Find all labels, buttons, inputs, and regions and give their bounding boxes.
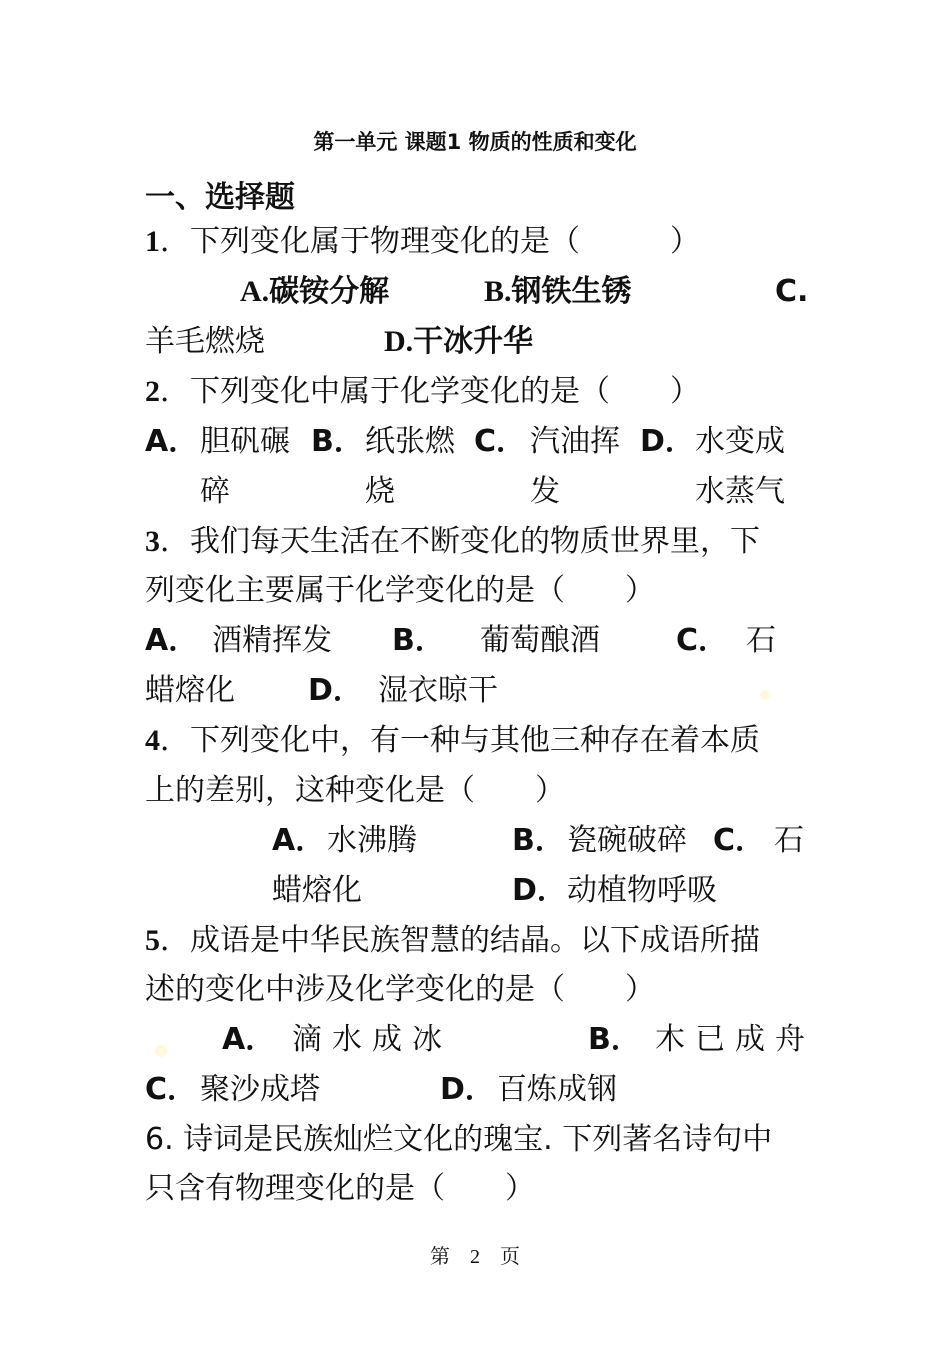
- q5-option-a-letter: A．: [222, 1022, 276, 1057]
- question-6-stem: 6. 诗词是民族灿烂文化的瑰宝. 下列著名诗句中: [145, 1122, 773, 1157]
- question-6-stem-cont: 只含有物理变化的是（ ）: [145, 1171, 535, 1206]
- q1-option-c-letter: C.: [775, 274, 809, 309]
- page-title: 第一单元 课题1 物质的性质和变化: [313, 130, 637, 154]
- q4-option-c-text: 石: [774, 823, 804, 858]
- question-text: ．下列变化中，有一种与其他三种存在着本质: [160, 723, 760, 758]
- q2-option-a-letter: A．: [145, 424, 199, 459]
- q1-option-a: A.碳铵分解: [240, 275, 390, 308]
- q2-option-a-text: 胆矾碾: [200, 424, 290, 459]
- q2-option-c-text-cont: 发: [530, 474, 560, 509]
- question-text: ．成语是中华民族智慧的结晶。以下成语所描: [160, 923, 760, 958]
- q3-option-b-text: 葡萄酿酒: [480, 623, 600, 658]
- q4-option-b-letter: B．: [512, 823, 565, 858]
- background-speck: [155, 1045, 167, 1057]
- question-number: 2: [145, 375, 160, 408]
- q3-option-c-letter: C．: [676, 623, 729, 658]
- section-heading: 一、选择题: [145, 180, 295, 215]
- q2-option-d-text: 水变成: [695, 424, 785, 459]
- q5-option-a-text: 滴水成冰: [292, 1022, 452, 1057]
- q5-option-d-letter: D．: [440, 1072, 495, 1107]
- q1-option-c-text: 羊毛燃烧: [145, 324, 265, 359]
- q2-option-b-text: 纸张燃: [365, 424, 455, 459]
- q4-option-c-text-cont: 蜡熔化: [272, 873, 362, 908]
- question-5-stem-cont: 述的变化中涉及化学变化的是（ ）: [145, 972, 655, 1007]
- q3-option-a-text: 酒精挥发: [212, 623, 332, 658]
- q5-option-c-letter: C．: [145, 1072, 198, 1107]
- question-4-stem: [145, 721, 807, 761]
- q4-option-d-text: 动植物呼吸: [567, 873, 717, 908]
- question-3-stem: [145, 522, 807, 562]
- question-number: 5: [145, 924, 160, 957]
- question-number: 3: [145, 525, 160, 558]
- q2-option-a-text-cont: 碎: [200, 474, 230, 509]
- q5-option-d-text: 百炼成钢: [497, 1072, 617, 1107]
- q4-option-a-letter: A．: [272, 823, 326, 858]
- question-text: ．下列变化中属于化学变化的是（ ）: [160, 374, 700, 409]
- q4-option-b-text: 瓷碗破碎: [567, 823, 687, 858]
- q2-option-d-letter: D．: [640, 424, 695, 459]
- q1-option-b: B.钢铁生锈: [484, 275, 632, 308]
- q3-option-c-text-cont: 蜡熔化: [145, 673, 235, 708]
- question-number: 4: [145, 724, 160, 757]
- question-4-stem-cont: 上的差别，这种变化是（ ）: [145, 773, 565, 808]
- q3-option-d-text: 湿衣晾干: [378, 673, 498, 708]
- background-speck: [760, 690, 770, 700]
- q4-option-d-letter: D．: [512, 873, 567, 908]
- q2-option-b-letter: B．: [311, 424, 364, 459]
- q1-option-d: D.干冰升华: [384, 325, 534, 358]
- question-2-stem: [145, 372, 807, 412]
- q4-option-c-letter: C．: [713, 823, 766, 858]
- question-5-stem: [145, 921, 807, 961]
- q3-option-d-letter: D．: [308, 673, 363, 708]
- q3-option-c-text: 石: [746, 623, 776, 658]
- question-3-stem-cont: 列变化主要属于化学变化的是（ ）: [145, 573, 655, 608]
- q4-option-a-text: 水沸腾: [327, 823, 417, 858]
- q5-option-b-text: 木已成舟: [655, 1022, 815, 1057]
- q2-option-c-text: 汽油挥: [530, 424, 620, 459]
- q2-option-c-letter: C．: [474, 424, 527, 459]
- q2-option-d-text-cont: 水蒸气: [695, 474, 785, 509]
- question-number: 1: [145, 225, 160, 258]
- q5-option-b-letter: B．: [588, 1022, 641, 1057]
- question-text: ．下列变化属于物理变化的是（ ）: [160, 224, 700, 259]
- question-1-stem: [145, 222, 807, 262]
- q5-option-c-text: 聚沙成塔: [200, 1072, 320, 1107]
- q3-option-a-letter: A．: [145, 623, 199, 658]
- q2-option-b-text-cont: 烧: [365, 474, 395, 509]
- question-text: ．我们每天生活在不断变化的物质世界里，下: [160, 524, 760, 559]
- q3-option-b-letter: B．: [392, 623, 445, 658]
- page-number: 第 2 页: [430, 1246, 520, 1268]
